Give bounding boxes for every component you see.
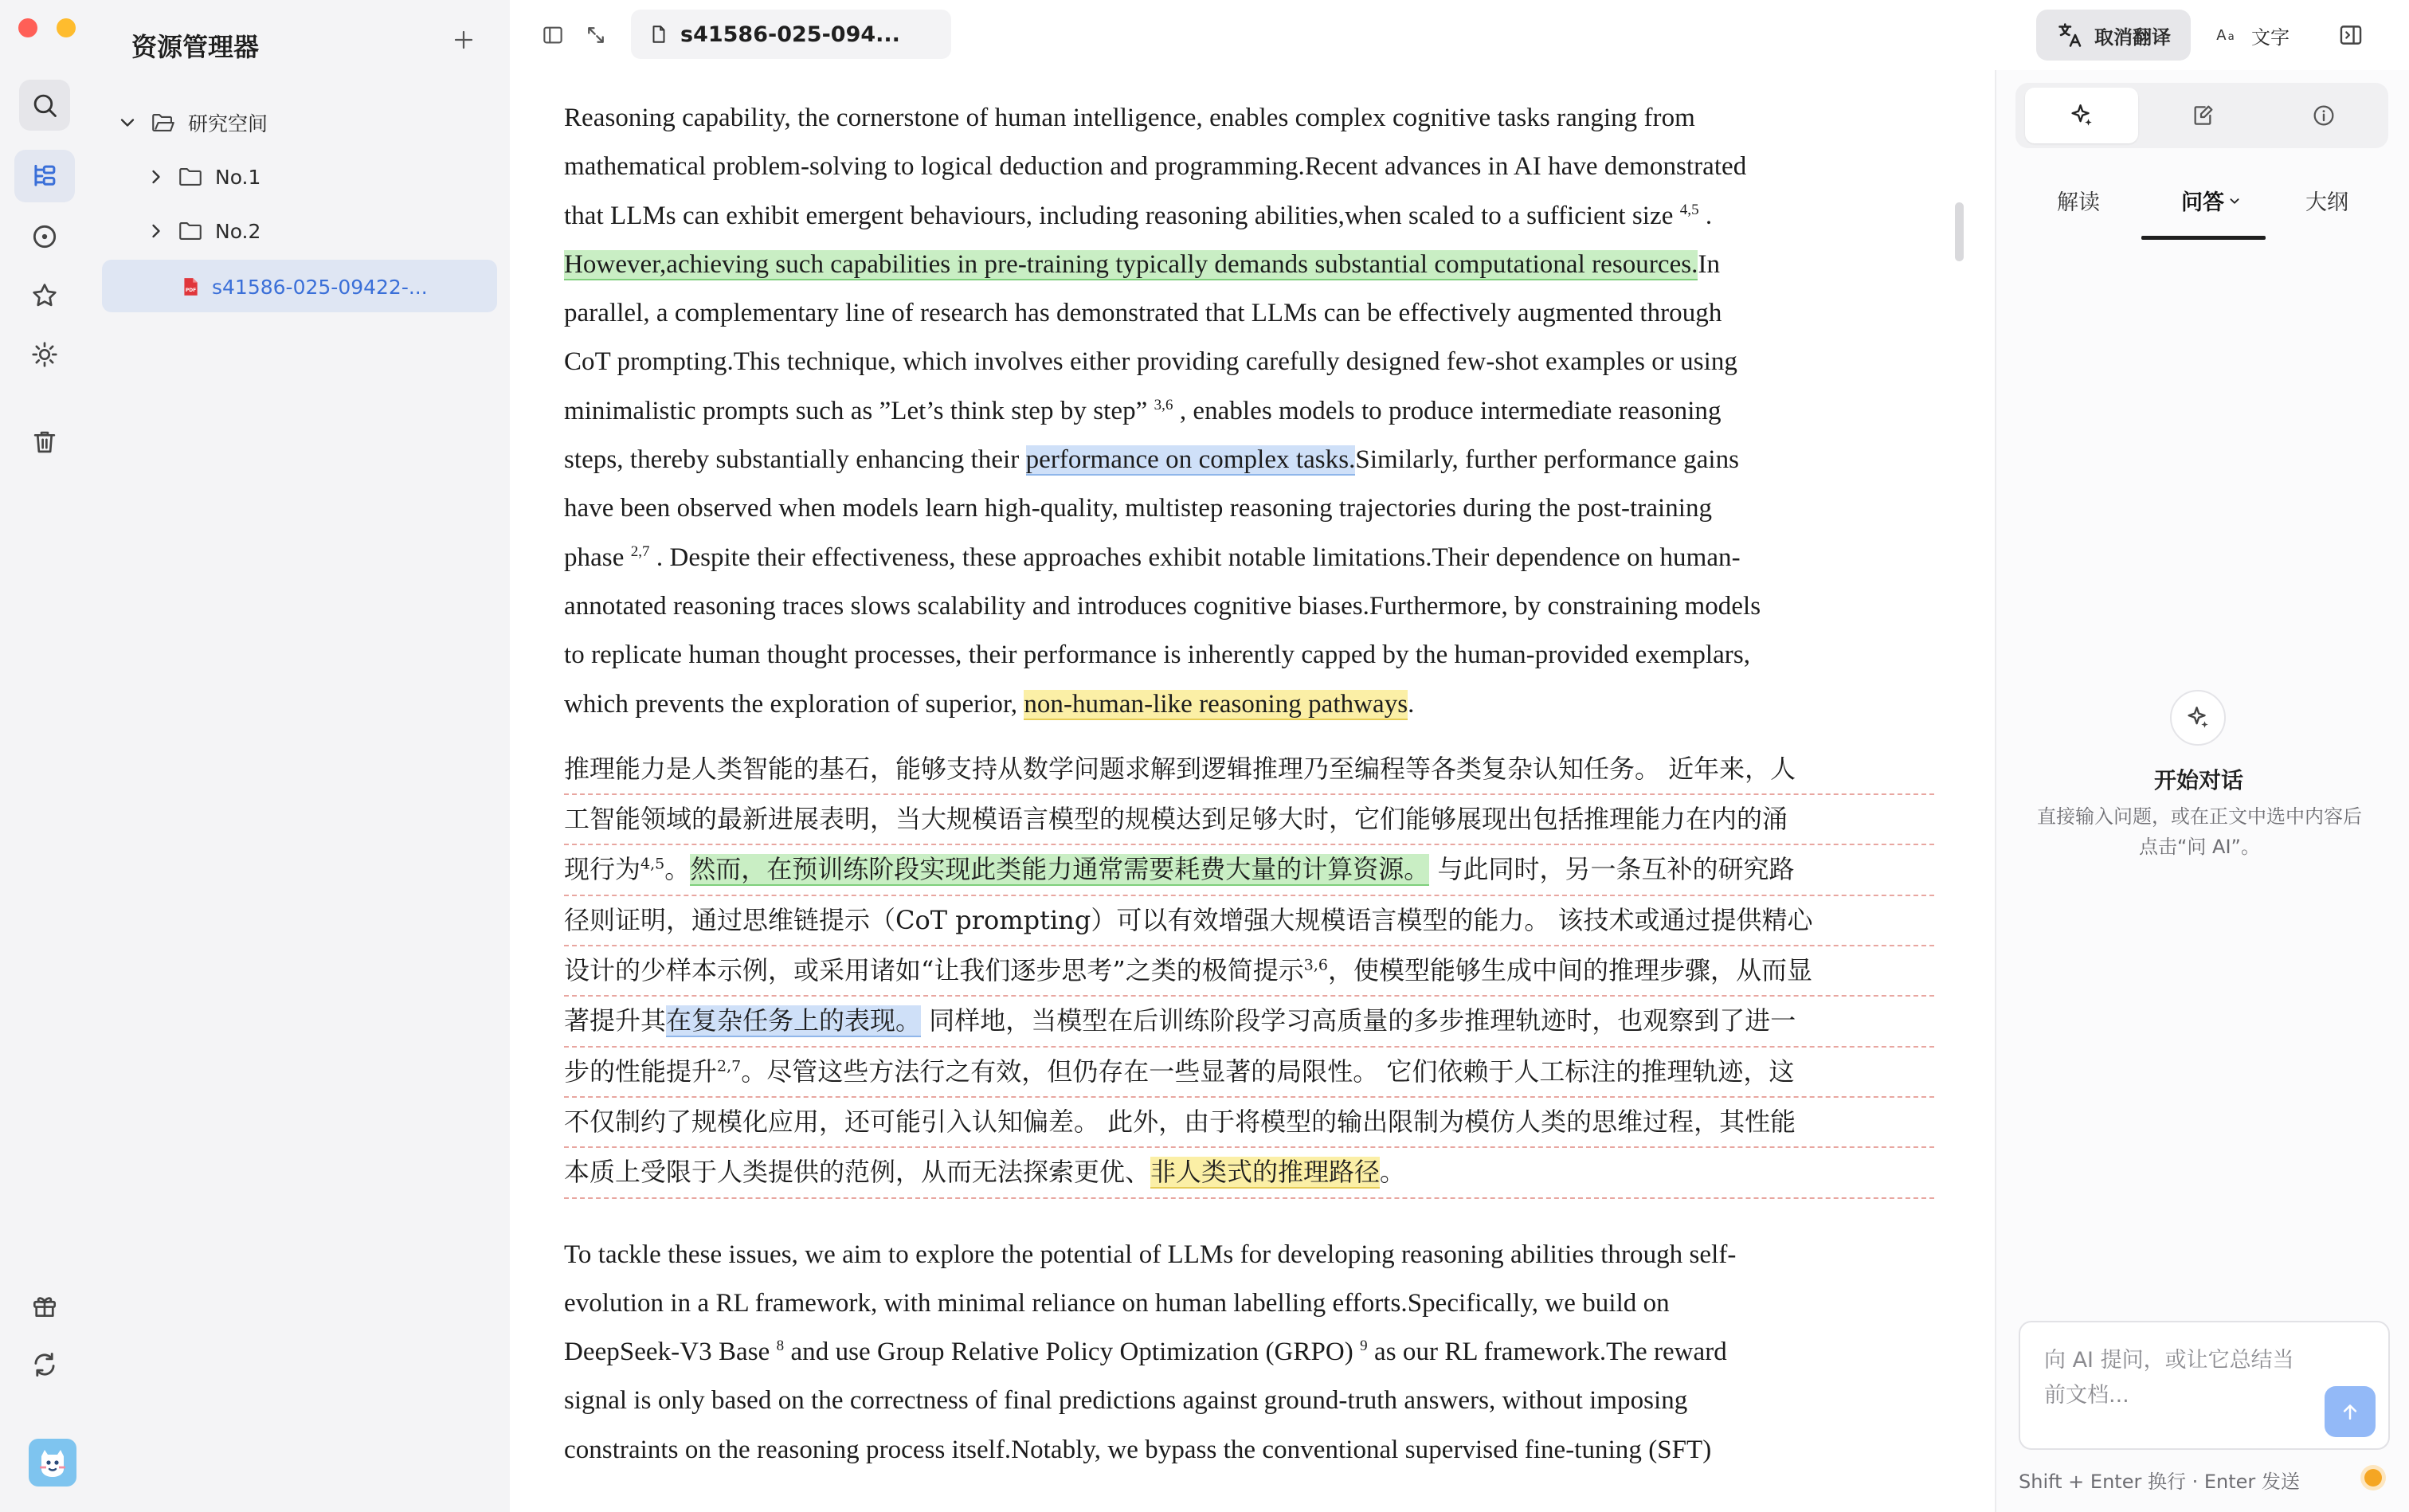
tree-root-label: 研究空间 [188, 112, 268, 135]
tab-qa-label: 问答 [2181, 190, 2224, 215]
chevron-down-icon [116, 112, 139, 134]
text-segment: . Despite their effectiveness, these approaches exhibit notable limitations.Their dependence on human- [649, 543, 1741, 572]
text-segment: as our RL framework.The reward [1367, 1338, 1727, 1367]
cancel-translate-button[interactable] [2036, 10, 2191, 61]
toggle-sidebar-button[interactable] [537, 19, 569, 51]
citation[interactable]: 3,6 [1303, 956, 1328, 974]
tree-folder-no2[interactable] [145, 207, 260, 255]
text-line [564, 534, 1934, 582]
text-line: to replicate human thought processes, their performance is inherently capped by the human-provided exemplars, [564, 640, 1751, 670]
citation[interactable]: 2,7 [717, 1056, 742, 1075]
text-segment: 。 [664, 854, 691, 885]
tab-outline[interactable]: 大纲 [2305, 190, 2348, 215]
tree-file-row[interactable] [180, 263, 428, 311]
text-line [564, 680, 1934, 729]
chat-input[interactable] [2043, 1342, 2309, 1432]
tree-structure-icon [29, 161, 60, 191]
panel-right-icon [2337, 22, 2364, 49]
text-line: 推理能力是人类智能的基石，能够支持从数学问题求解到逻辑推理乃至编程等各类复杂认知任务。 近年来，人 [564, 745, 1934, 795]
folder-open-icon [150, 109, 177, 136]
text-settings-label: 文字 [2251, 25, 2290, 49]
text-segment: Similarly, further performance gains [1355, 445, 1740, 475]
text-line: parallel, a complementary line of research has demonstrated that LLMs can be effectively augmented through [564, 299, 1722, 328]
file-icon [648, 24, 669, 45]
rail-favorites-button[interactable] [14, 269, 75, 322]
highlight-green[interactable]: 然而，在预训练阶段实现此类能力通常需要耗费大量的计算资源。 [690, 854, 1430, 885]
rail-sync-button[interactable] [14, 1338, 75, 1391]
star-icon [29, 280, 60, 311]
active-tab-indicator [2141, 236, 2266, 240]
rail-trash-button[interactable] [14, 416, 75, 468]
refresh-icon [29, 1349, 60, 1380]
text-line [564, 1148, 1934, 1198]
text-line [564, 436, 1934, 484]
text-segment: . [1698, 201, 1713, 230]
explorer-title: 资源管理器 [131, 32, 260, 62]
gift-icon [29, 1291, 60, 1321]
sparkle-icon [2184, 704, 2211, 731]
rail-explorer-button[interactable] [14, 150, 75, 202]
paragraph-english-1 [564, 94, 1934, 729]
text-segment: 同样地，当模型在后训练阶段学习高质量的多步推理轨迹时，也观察到了进一 [921, 1005, 1796, 1036]
send-button[interactable] [2325, 1386, 2376, 1437]
ai-mode-info-button[interactable] [2267, 88, 2380, 143]
tab-qa[interactable] [2181, 185, 2243, 216]
ai-mode-chat-button[interactable] [2025, 88, 2138, 143]
sun-icon [29, 339, 60, 370]
expand-arrows-icon [584, 23, 608, 47]
cancel-translate-label: 取消翻译 [2094, 25, 2171, 49]
text-segment: 设计的少样本示例，或采用诸如“让我们逐步思考”之类的极简提示 [564, 955, 1304, 986]
text-segment: 。 [1380, 1157, 1406, 1188]
paragraph-translation-1 [564, 745, 1934, 1199]
text-segment: 本质上受限于人类提供的范例，从而无法探索更优、 [564, 1157, 1151, 1188]
text-line: signal is only based on the correctness of final predictions against ground-truth answers, without imposing [564, 1386, 1688, 1416]
citation[interactable]: 4,5 [1679, 201, 1699, 218]
user-avatar[interactable] [29, 1439, 76, 1487]
text-segment: In [1698, 249, 1721, 279]
add-button[interactable] [448, 24, 480, 56]
text-segment: , enables models to produce intermediate reasoning [1173, 396, 1722, 425]
document-scrollbar-thumb[interactable] [1955, 202, 1964, 261]
text-segment: 与此同时，另一条互补的研究路 [1429, 854, 1795, 885]
text-line [564, 997, 1934, 1047]
citation[interactable]: 2,7 [630, 543, 650, 560]
svg-text:a: a [2227, 31, 2235, 43]
tree-file-label: s41586-025-09422-... [212, 275, 428, 299]
tree-folder-label: No.2 [215, 219, 261, 243]
text-line: Reasoning capability, the cornerstone of human intelligence, enables complex cognitive tasks ranging from [564, 104, 1695, 132]
rail-settings-button[interactable] [14, 328, 75, 381]
text-segment: steps, thereby substantially enhancing their [564, 445, 1026, 475]
text-segment: 著提升其 [564, 1005, 667, 1036]
text-segment: that LLMs can exhibit emergent behaviours, including reasoning abilities,when scaled to a sufficient size [564, 201, 1674, 230]
text-line: mathematical problem-solving to logical deduction and programming.Recent advances in AI have demonstrated [564, 152, 1747, 182]
window-minimize-button[interactable] [57, 18, 76, 37]
arrow-up-icon [2338, 1400, 2362, 1424]
citation[interactable]: 9 [1360, 1338, 1368, 1355]
circle-dot-icon [29, 221, 60, 252]
rail-recent-button[interactable] [14, 210, 75, 263]
citation[interactable]: 3,6 [1154, 396, 1173, 413]
text-line: To tackle these issues, we aim to explore the potential of LLMs for developing reasoning abilities through self- [564, 1240, 1737, 1269]
text-line: evolution in a RL framework, with minimal reliance on human labelling efforts.Specifically, we build on [564, 1288, 1670, 1318]
svg-text:PDF: PDF [185, 287, 197, 293]
shortcut-hint: Shift + Enter 换行 · Enter 发送 [2019, 1471, 2300, 1493]
text-line: annotated reasoning traces slows scalability and introduces cognitive biases.Furthermore, by constraining models [564, 591, 1761, 621]
text-segment: and use Group Relative Policy Optimization (GRPO) [784, 1338, 1353, 1367]
ai-mode-notes-button[interactable] [2146, 88, 2259, 143]
tree-folder-no1[interactable] [145, 153, 260, 201]
text-line: constraints on the reasoning process itself.Notably, we bypass the conventional supervised fine-tuning (SFT) [564, 1435, 1712, 1464]
text-segment: 现行为 [564, 854, 641, 885]
chat-empty-title: 开始对话 [2153, 767, 2243, 793]
tree-folder-label: No.1 [215, 165, 261, 189]
text-segment: DeepSeek-V3 Base [564, 1338, 770, 1367]
tab-interpret[interactable]: 解读 [2057, 190, 2100, 215]
text-segment: minimalistic prompts such as ”Let’s think step by step” [564, 396, 1148, 425]
text-line [564, 845, 1934, 895]
translate-icon [2056, 21, 2085, 49]
chat-empty-icon-container [2170, 690, 2226, 746]
folder-icon [177, 217, 204, 245]
citation[interactable]: 4,5 [640, 855, 665, 873]
mascot-icon [33, 1443, 72, 1482]
text-line: 不仅制约了规模化应用，还可能引入认知偏差。 此外，由于将模型的输出限制为模仿人类的思维过程，其性能 [564, 1098, 1934, 1148]
text-line: 工智能领域的最新进展表明，当大规模语言模型的规模达到足够大时，它们能够展现出包括推理能力在内的涌 [564, 795, 1934, 845]
text-line: CoT prompting.This technique, which involves either providing carefully designed few-shot examples or using [564, 347, 1737, 377]
plus-icon [452, 28, 476, 52]
text-segment: 。尽管这些方法行之有效，但仍存在一些显著的局限性。 它们依赖于人工标注的推理轨迹，这 [741, 1056, 1795, 1087]
chevron-right-icon [145, 220, 167, 242]
text-line [564, 241, 1934, 289]
text-line [564, 387, 1934, 436]
svg-text:A: A [2216, 27, 2227, 44]
toggle-ai-panel-button[interactable] [2321, 10, 2380, 61]
text-segment: . [1408, 689, 1415, 719]
text-segment: which prevents the exploration of superior, [564, 689, 1024, 719]
text-settings-button[interactable] [2202, 10, 2304, 61]
highlight-green[interactable]: However,achieving such capabilities in pre-training typically demands substantial computational resources. [564, 249, 1698, 279]
window-close-button[interactable] [18, 18, 37, 37]
tree-root-folder[interactable] [116, 99, 268, 147]
chat-empty-hint: 直接输入问题，或在正文中选中内容后点击“问 AI”。 [2037, 805, 2362, 858]
highlight-yellow[interactable]: 非人类式的推理路径 [1150, 1157, 1381, 1188]
edit-note-icon [2190, 103, 2215, 128]
text-line: have been observed when models learn high-quality, multistep reasoning trajectories during the post-training [564, 494, 1713, 523]
chevron-down-icon [2226, 192, 2243, 210]
citation[interactable]: 8 [776, 1338, 785, 1355]
text-line [564, 1328, 1934, 1377]
search-icon [29, 90, 60, 120]
sparkle-icon [2068, 102, 2095, 129]
text-line [564, 1048, 1934, 1098]
expand-button[interactable] [580, 19, 612, 51]
document-body [564, 94, 1934, 1475]
paragraph-english-2 [564, 1231, 1934, 1475]
highlight-yellow[interactable]: non-human-like reasoning pathways [1024, 689, 1408, 719]
text-segment: phase [564, 543, 625, 572]
text-segment: ，使模型能够生成中间的推理步骤，从而显 [1327, 955, 1812, 986]
status-indicator [2364, 1469, 2382, 1487]
chevron-right-icon [145, 166, 167, 188]
text-segment: 步的性能提升 [564, 1056, 718, 1087]
info-icon [2311, 103, 2337, 128]
font-size-icon [2216, 25, 2243, 45]
pdf-file-icon [180, 275, 201, 299]
rail-search-button[interactable] [19, 80, 70, 131]
document-tab[interactable] [631, 10, 951, 59]
sidebar-icon [541, 23, 565, 47]
rail-gift-button[interactable] [14, 1279, 75, 1332]
text-line [564, 192, 1934, 241]
trash-icon [29, 427, 60, 457]
highlight-blue[interactable]: performance on complex tasks. [1025, 445, 1356, 475]
text-line: 径则证明，通过思维链提示（CoT prompting）可以有效增强大规模语言模型的能力。 该技术或通过提供精心 [564, 896, 1934, 946]
folder-icon [177, 163, 204, 190]
text-line [564, 946, 1934, 997]
document-tab-title: s41586-025-094... [680, 22, 900, 47]
highlight-blue[interactable]: 在复杂任务上的表现。 [666, 1005, 922, 1036]
